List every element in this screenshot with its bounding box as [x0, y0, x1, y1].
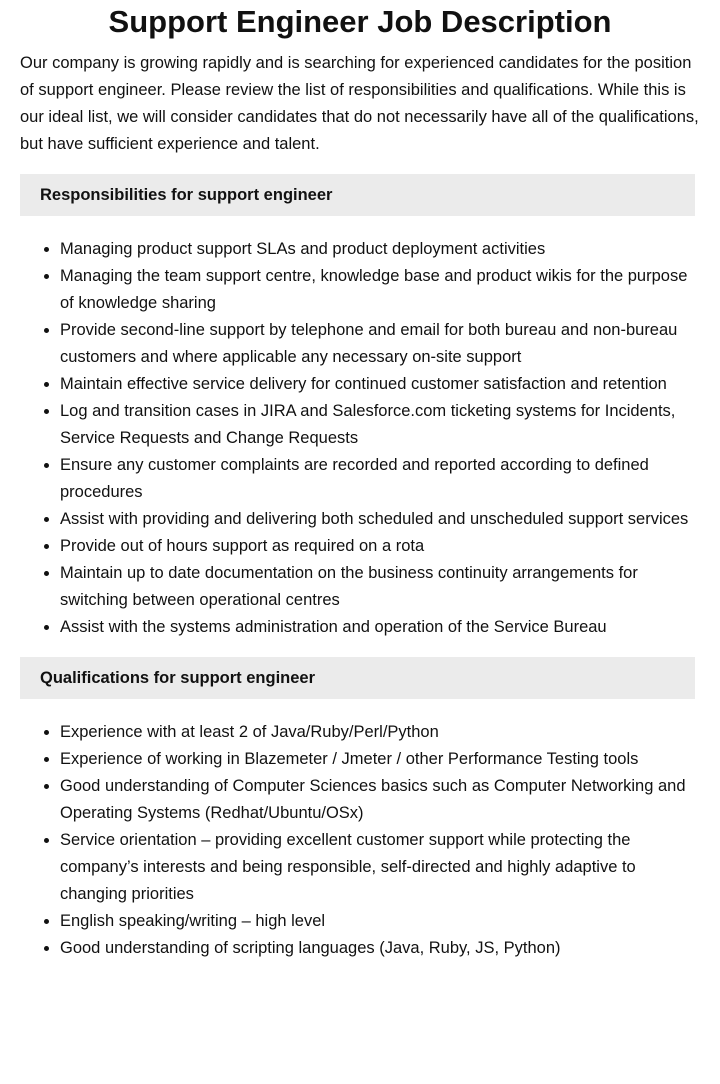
list-item: • Maintain up to date documentation on the business continuity arrangements for switching between operational centres: [60, 560, 700, 614]
list-item: • Good understanding of scripting languages (Java, Ruby, JS, Python): [60, 935, 700, 962]
intro-paragraph: Our company is growing rapidly and is searching for experienced candidates for the position of support engineer. Please review the list of responsibilities and qualifications. While this is our ideal list, we will consider candidates that do not necessarily have all of the qualifications, but have sufficient experience and talent.: [20, 54, 699, 153]
list-item: • Provide second-line support by telephone and email for both bureau and non-bureau customers and where applicable any necessary on-site support: [60, 317, 700, 371]
list-item: • Experience of working in Blazemeter / Jmeter / other Performance Testing tools: [60, 746, 700, 773]
list-item: • Managing product support SLAs and product deployment activities: [60, 236, 700, 263]
page-title: Support Engineer Job Description: [108, 4, 612, 39]
list-item: • Assist with the systems administration and operation of the Service Bureau: [60, 614, 700, 641]
list-item: • Provide out of hours support as required on a rota: [60, 533, 700, 560]
list-item: • English speaking/writing – high level: [60, 908, 700, 935]
list-item: • Service orientation – providing excellent customer support while protecting the company’s interests and being responsible, self-directed and highly adaptive to changing priorities: [60, 827, 700, 908]
responsibilities-heading: Responsibilities for support engineer: [20, 174, 695, 216]
list-item: • Maintain effective service delivery for continued customer satisfaction and retention: [60, 371, 700, 398]
qualifications-list: [20, 719, 700, 962]
responsibilities-list: [20, 236, 700, 641]
list-item: • Ensure any customer complaints are recorded and reported according to defined procedures: [60, 452, 700, 506]
qualifications-heading: Qualifications for support engineer: [20, 657, 695, 699]
list-item: • Log and transition cases in JIRA and Salesforce.com ticketing systems for Incidents, Service Requests and Change Requests: [60, 398, 700, 452]
list-item: • Good understanding of Computer Sciences basics such as Computer Networking and Operating Systems (Redhat/Ubuntu/OSx): [60, 773, 700, 827]
list-item: • Managing the team support centre, knowledge base and product wikis for the purpose of knowledge sharing: [60, 263, 700, 317]
list-item: • Experience with at least 2 of Java/Ruby/Perl/Python: [60, 719, 700, 746]
list-item: • Assist with providing and delivering both scheduled and unscheduled support services: [60, 506, 700, 533]
